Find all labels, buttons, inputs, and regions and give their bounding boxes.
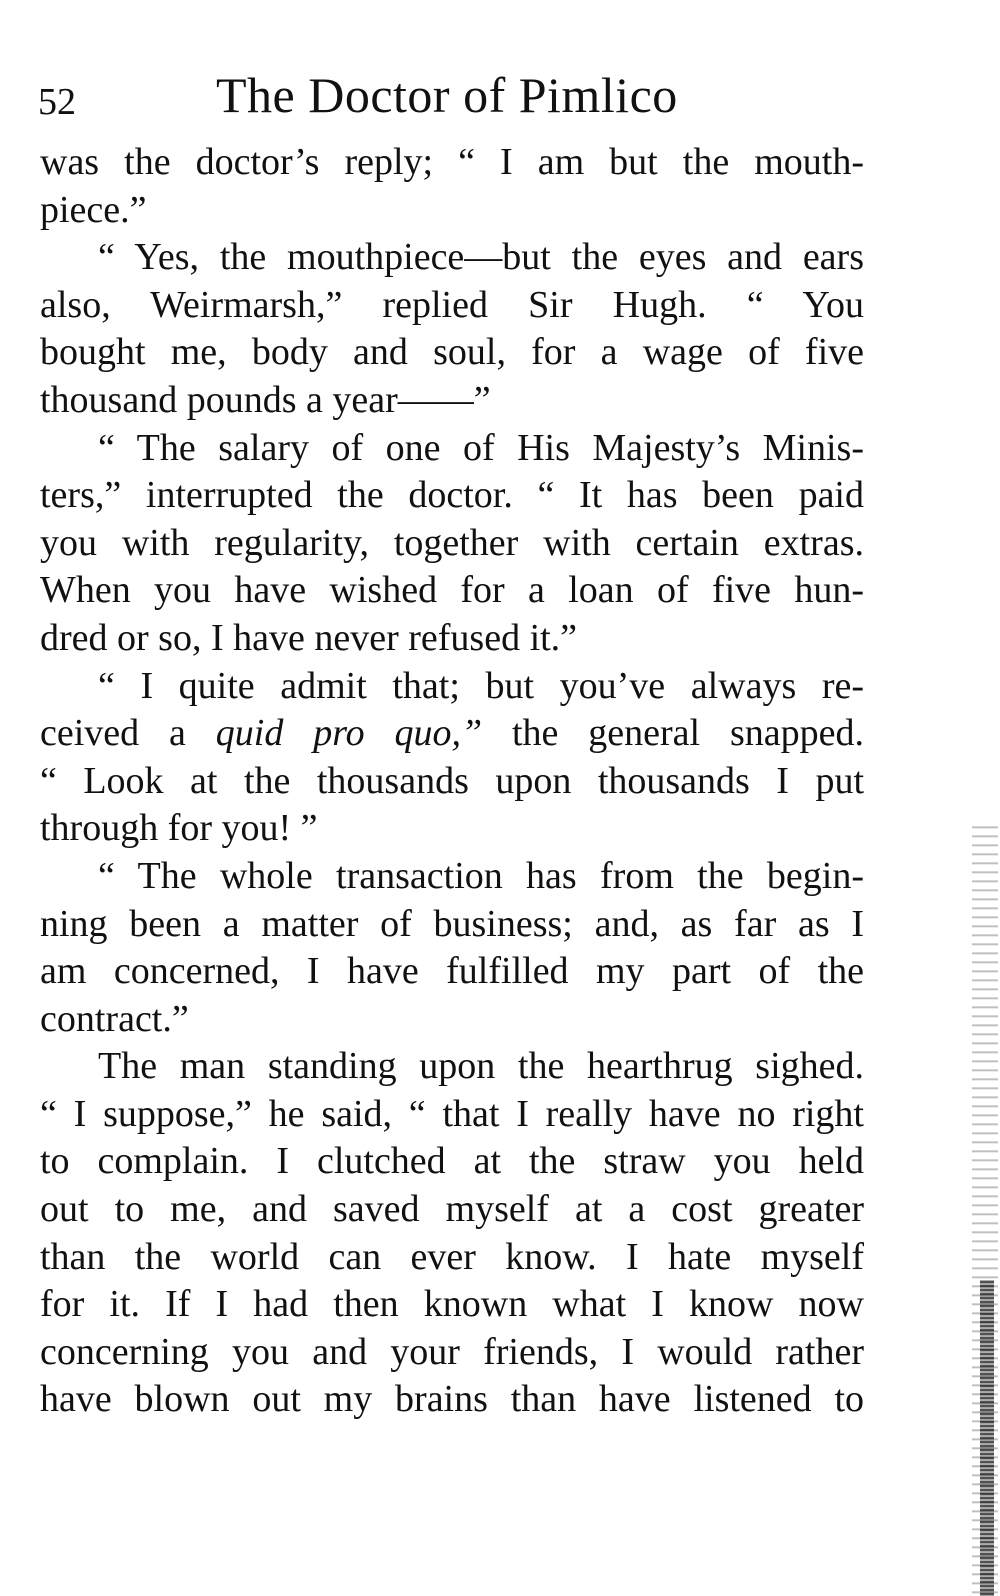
text-line: out to me, and saved myself at a cost greater (40, 1188, 864, 1231)
text-line: “ The salary of one of His Majesty’s Minis- (98, 426, 864, 469)
text-line: have blown out my brains than have listened to (40, 1378, 864, 1421)
page-header (38, 62, 868, 132)
text-line: dred or so, I have never refused it.” (40, 616, 578, 659)
page-number: 52 (38, 81, 76, 123)
body-text (40, 139, 864, 1424)
text-line: also, Weirmarsh,” replied Sir Hugh. “ You (40, 283, 864, 326)
text-line: through for you! ” (40, 807, 318, 850)
text-line: “ Look at the thousands upon thousands I put (40, 759, 864, 802)
text-line: for it. If I had then known what I know now (40, 1283, 864, 1326)
text-line: The man standing upon the hearthrug sighed. (98, 1045, 864, 1088)
text-line: contract.” (40, 997, 189, 1040)
italic-phrase: quid pro quo,” (215, 712, 483, 755)
text-line: bought me, body and soul, for a wage of five (40, 331, 864, 374)
text-line: you with regularity, together with certain extras. (40, 521, 864, 564)
text-line: am concerned, I have fulfilled my part of the (40, 950, 864, 993)
text-line: was the doctor’s reply; “ I am but the mouth- (40, 141, 864, 183)
text-line: “ Yes, the mouthpiece—but the eyes and ears (98, 236, 864, 279)
text-line: When you have wished for a loan of five hun- (40, 569, 864, 612)
running-title: The Doctor of Pimlico (216, 67, 678, 123)
text-line: than the world can ever know. I hate myself (40, 1235, 864, 1278)
text-line: ters,” interrupted the doctor. “ It has been paid (40, 474, 864, 517)
page-edge-shadow-dark (980, 1280, 994, 1596)
text-line: thousand pounds a year——” (40, 378, 491, 421)
text-line: to complain. I clutched at the straw you held (40, 1140, 864, 1183)
text-line: ning been a matter of business; and, as far as I (40, 902, 864, 945)
text-line: concerning you and your friends, I would rather (40, 1330, 864, 1373)
text-line: piece.” (40, 188, 147, 231)
text-line: “ I suppose,” he said, “ that I really have no right (40, 1092, 864, 1135)
text-line: ceived a quid pro quo,” the general snapped. (40, 712, 864, 755)
text-line: “ I quite admit that; but you’ve always re- (98, 664, 864, 707)
text-line: “ The whole transaction has from the begin- (98, 854, 864, 897)
